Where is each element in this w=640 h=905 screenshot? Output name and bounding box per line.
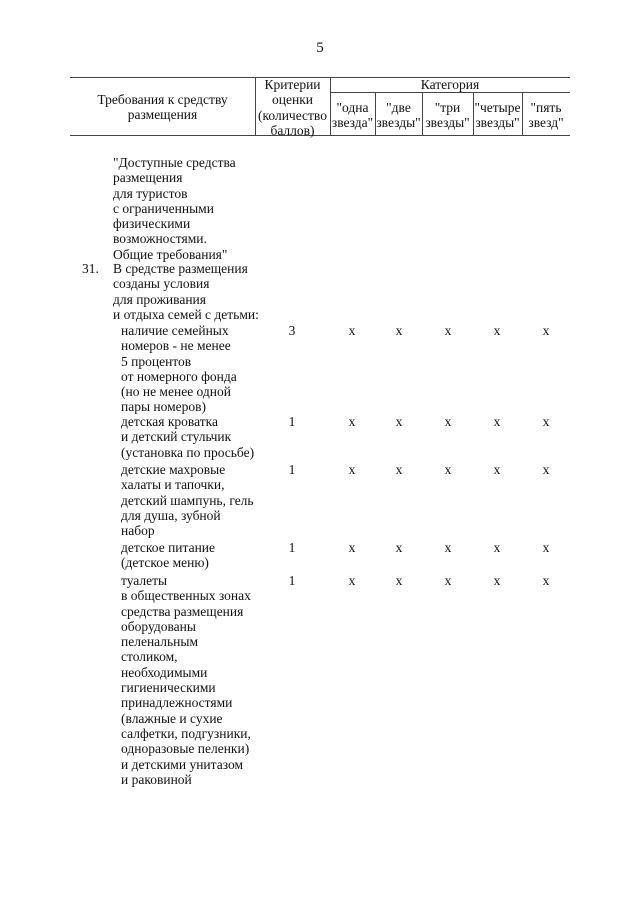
category-mark: x bbox=[542, 323, 550, 338]
category-mark: x bbox=[542, 414, 550, 429]
category-mark: x bbox=[395, 462, 403, 477]
requirement-score: 1 bbox=[288, 573, 296, 588]
requirement-text: наличие семейных номеров - не менее 5 процентов от номерного фонда (но не менее одной пары номеров) bbox=[121, 323, 237, 415]
category-mark: x bbox=[348, 323, 356, 338]
category-mark: x bbox=[493, 540, 501, 555]
category-mark: x bbox=[444, 414, 452, 429]
requirement-text: детское питание (детское меню) bbox=[121, 540, 216, 571]
section-title: В средстве размещения созданы условия для проживания и отдыха семей с детьми: bbox=[113, 261, 259, 322]
header-category-four-stars: "четыре звезды" bbox=[474, 100, 521, 131]
category-mark: x bbox=[493, 414, 501, 429]
category-mark: x bbox=[395, 573, 403, 588]
category-mark: x bbox=[395, 323, 403, 338]
category-mark: x bbox=[348, 540, 356, 555]
category-rule bbox=[330, 92, 570, 93]
header-criteria: Критерии оценки (количество баллов) bbox=[258, 77, 327, 138]
requirement-text: туалеты в общественных зонах средства размещения оборудованы пеленальным столиком, необходимыми гигиеническими принадлежностями (влажные и сухие салфетки, подгузники, одноразовые пеленки) и детскими унитазом и раковиной bbox=[121, 573, 251, 787]
header-category-two-stars: "две звезды" bbox=[376, 100, 421, 131]
section-number: 31. bbox=[82, 261, 99, 276]
category-mark: x bbox=[348, 414, 356, 429]
category-mark: x bbox=[493, 323, 501, 338]
category-mark: x bbox=[444, 573, 452, 588]
category-mark: x bbox=[444, 462, 452, 477]
category-mark: x bbox=[395, 540, 403, 555]
category-mark: x bbox=[348, 573, 356, 588]
category-mark: x bbox=[493, 573, 501, 588]
category-mark: x bbox=[542, 573, 550, 588]
category-mark: x bbox=[493, 462, 501, 477]
category-mark: x bbox=[348, 462, 356, 477]
requirement-score: 1 bbox=[288, 414, 296, 429]
category-mark: x bbox=[542, 540, 550, 555]
header-requirements: Требования к средству размещения bbox=[97, 92, 228, 123]
category-mark: x bbox=[444, 323, 452, 338]
category-mark: x bbox=[395, 414, 403, 429]
header-category-three-stars: "три звезды" bbox=[425, 100, 470, 131]
header-category: Категория bbox=[420, 77, 480, 92]
requirement-text: детские махровые халаты и тапочки, детский шампунь, гель для душа, зубной набор bbox=[121, 462, 254, 539]
requirement-score: 3 bbox=[288, 323, 296, 338]
requirement-score: 1 bbox=[288, 540, 296, 555]
intro-text: "Доступные средства размещения для туристов с ограниченными физическими возможностями. Общие требования" bbox=[113, 155, 236, 262]
category-mark: x bbox=[444, 540, 452, 555]
page-number: 5 bbox=[316, 40, 324, 56]
category-mark: x bbox=[542, 462, 550, 477]
requirement-score: 1 bbox=[288, 462, 296, 477]
requirement-text: детская кроватка и детский стульчик (установка по просьбе) bbox=[121, 414, 255, 460]
header-category-one-star: "одна звезда" bbox=[331, 100, 374, 131]
header-category-five-stars: "пять звезд" bbox=[528, 100, 564, 131]
